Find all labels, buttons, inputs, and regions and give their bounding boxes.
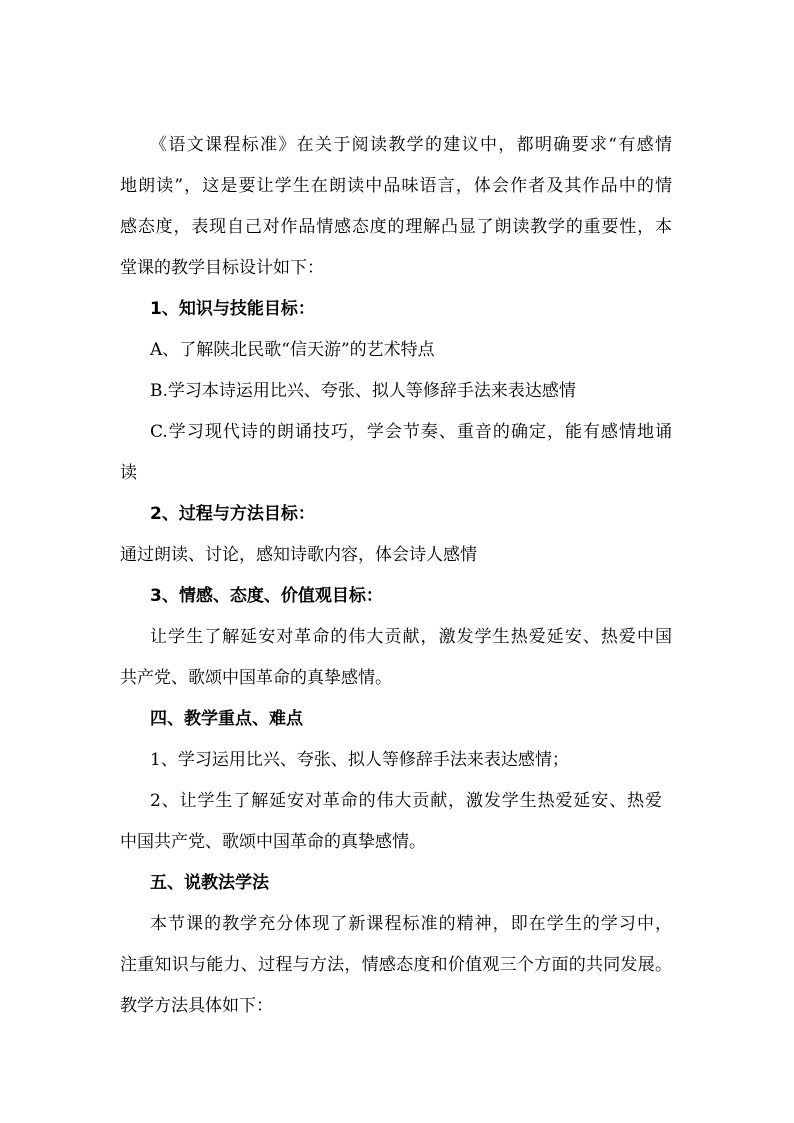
body-text-line: 让学生了解延安对革命的伟大贡献，激发学生热爱延安、热爱中国 (150, 627, 672, 647)
list-item: 1、学习运用比兴、夸张、拟人等修辞手法来表达感情； (150, 750, 569, 770)
section-heading: 四、教学重点、难点 (150, 709, 303, 729)
section-heading: 3、情感、态度、价值观目标： (150, 586, 383, 606)
body-text-line: 通过朗读、讨论，感知诗歌内容，体会诗人感情 (120, 545, 477, 565)
section-heading: 2、过程与方法目标： (150, 504, 315, 524)
body-text-line: 堂课的教学目标设计如下： (120, 258, 324, 278)
list-item: A、了解陕北民歌“信天游”的艺术特点 (150, 340, 435, 360)
body-text-line: 感态度，表现自己对作品情感态度的理解凸显了朗读教学的重要性，本 (120, 217, 672, 237)
list-item: C.学习现代诗的朗诵技巧，学会节奏、重音的确定，能有感情地诵 (150, 422, 672, 442)
body-text-line: 《语文课程标准》在关于阅读教学的建议中，都明确要求“有感情 (150, 135, 672, 155)
list-item: 读 (120, 463, 137, 483)
body-text-line: 共产党、歌颂中国革命的真挚感情。 (120, 668, 392, 688)
list-item: B.学习本诗运用比兴、夸张、拟人等修辞手法来表达感情 (150, 381, 576, 401)
body-text-line: 教学方法具体如下： (120, 996, 273, 1016)
body-text-line: 注重知识与能力、过程与方法，情感态度和价值观三个方面的共同发展。 (120, 955, 672, 975)
list-item: 中国共产党、歌颂中国革命的真挚感情。 (120, 832, 426, 852)
body-text-line: 地朗读”，这是要让学生在朗读中品味语言，体会作者及其作品中的情 (120, 176, 672, 196)
list-item: 2、让学生了解延安对革命的伟大贡献，激发学生热爱延安、热爱 (150, 791, 662, 811)
section-heading: 1、知识与技能目标： (150, 299, 315, 319)
body-text-line: 本节课的教学充分体现了新课程标准的精神，即在学生的学习中， (150, 914, 672, 934)
section-heading: 五、说教法学法 (150, 873, 269, 893)
